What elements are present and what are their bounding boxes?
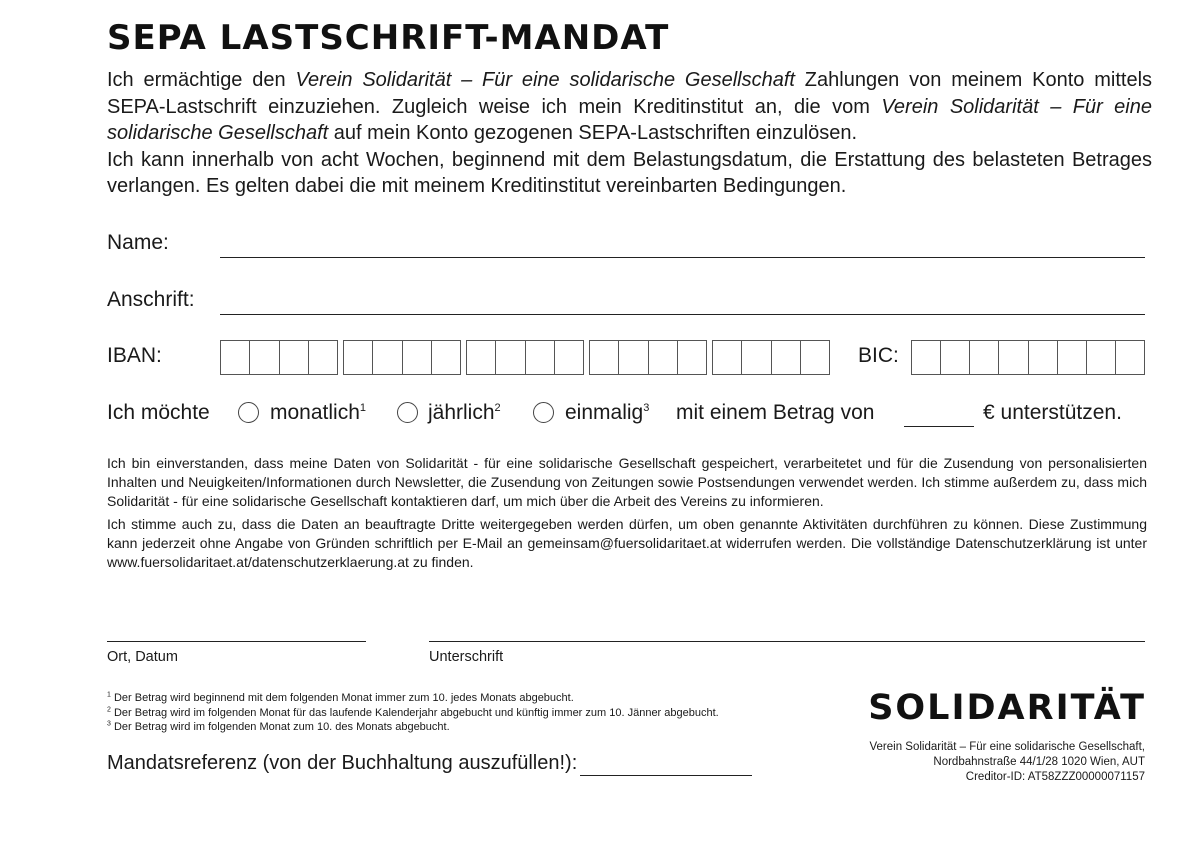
org-line-1: Verein Solidarität – Für eine solidarische Gesellschaft, bbox=[869, 741, 1145, 753]
mandate-ref-field[interactable] bbox=[580, 775, 752, 776]
consent-paragraph-1: Ich bin einverstanden, dass meine Daten von Solidarität - für eine solidarische Gesellschaft gespeichert, verarbeitetet und für die Zusendung von personalisierten Inhalten und Neuigkeiten/Informationen durch Newsletter, die Zusendung von Zeitungen sowie Postsendungen verwendet werden. Ich stimme außerdem zu, dass mich Solidarität - für eine solidarische Gesellschaft kontaktieren darf, um mich über die Arbeit des Vereins zu informieren. bbox=[107, 455, 1147, 509]
footnote-text: Der Betrag wird im folgenden Monat für das laufende Kalenderjahr abgebucht und künftig immer zum 10. Jänner abgebucht. bbox=[113, 706, 719, 719]
radio-monthly[interactable] bbox=[238, 402, 259, 423]
text-segment: Ich ermächtige den bbox=[107, 69, 296, 91]
yearly-text: jährlich bbox=[428, 401, 495, 424]
org-name: Verein Solidarität – Für eine solidarische Gesellschaft bbox=[295, 69, 795, 91]
radio-yearly[interactable] bbox=[397, 402, 418, 423]
footnote-1 bbox=[107, 691, 719, 706]
once-label bbox=[565, 401, 649, 425]
footnote-3 bbox=[107, 720, 719, 735]
once-text: einmalig bbox=[565, 401, 644, 424]
iban-group-5[interactable] bbox=[712, 340, 830, 375]
org-creditor-id: Creditor-ID: AT58ZZZ00000071157 bbox=[965, 771, 1145, 783]
name-label: Name: bbox=[107, 231, 169, 254]
footnote-text: Der Betrag wird beginnend mit dem folgenden Monat immer zum 10. jedes Monats abgebucht. bbox=[113, 692, 574, 704]
bic-label: BIC: bbox=[858, 344, 899, 367]
page-title: SEPA LASTSCHRIFT-MANDAT bbox=[107, 18, 670, 58]
amount-field[interactable] bbox=[904, 426, 974, 427]
signature-field[interactable] bbox=[429, 641, 1145, 642]
org-info bbox=[869, 740, 1145, 785]
footnote-num: 3 bbox=[107, 720, 111, 728]
footnotes bbox=[107, 691, 719, 735]
address-field[interactable] bbox=[220, 314, 1145, 315]
mandate-paragraph-1 bbox=[107, 67, 1152, 147]
name-field[interactable] bbox=[220, 257, 1145, 258]
amount-label: mit einem Betrag von bbox=[676, 401, 875, 424]
solidaritaet-logo: SOLIDARITÄT bbox=[868, 688, 1146, 728]
footnote-ref: 1 bbox=[359, 402, 367, 414]
signature-label: Unterschrift bbox=[429, 649, 504, 665]
iban-group-4[interactable] bbox=[589, 340, 707, 375]
org-name: Verein Solidarität – Für eine solidarische Gesellschaft bbox=[107, 95, 1152, 144]
consent-paragraph-2: Ich stimme auch zu, dass die Daten an beauftragte Dritte weitergegeben werden dürfen, um oben genannte Aktivitäten durchführen zu können. Diese Zustimmung kann jederzeit ohne Angabe von Gründen schriftlich per E-Mail an gemeinsam@fuersolidaritaet.at widerrufen werden. Die vollständige Datenschutzerklärung ist unter www.fuersolidaritaet.at/datenschutzerklaerung.at zu finden. bbox=[107, 516, 1147, 570]
mandate-text bbox=[107, 67, 1152, 200]
payment-prefix: Ich möchte bbox=[107, 401, 210, 424]
text-segment: Zahlungen von meinem Konto mittels SEPA-Lastschrift einzuziehen. Zugleich weise ich mein Kreditinstitut an, die vom bbox=[107, 69, 1153, 118]
address-label: Anschrift: bbox=[107, 288, 195, 311]
mandate-paragraph-2: Ich kann innerhalb von acht Wochen, beginnend mit dem Belastungsdatum, die Erstattung des belasteten Betrages verlangen. Es gelten dabei die mit meinem Kreditinstitut vereinbarten Bedingungen. bbox=[107, 148, 1152, 197]
bic-field[interactable] bbox=[911, 340, 1145, 375]
yearly-label bbox=[428, 401, 501, 425]
place-date-field[interactable] bbox=[107, 641, 366, 642]
iban-label: IBAN: bbox=[107, 344, 162, 367]
footnote-num: 1 bbox=[107, 691, 111, 699]
iban-group-2[interactable] bbox=[343, 340, 461, 375]
place-date-label: Ort, Datum bbox=[107, 649, 178, 665]
footnote-ref: 3 bbox=[643, 402, 650, 414]
amount-suffix: € unterstützen. bbox=[983, 401, 1122, 424]
monthly-text: monatlich bbox=[270, 401, 360, 424]
iban-group-3[interactable] bbox=[466, 340, 584, 375]
footnote-num: 2 bbox=[107, 705, 111, 713]
iban-group-1[interactable] bbox=[220, 340, 338, 375]
radio-once[interactable] bbox=[533, 402, 554, 423]
footnote-ref: 2 bbox=[494, 402, 501, 414]
mandate-ref-label: Mandatsreferenz (von der Buchhaltung auszufüllen!): bbox=[107, 752, 578, 774]
footnote-2 bbox=[107, 706, 719, 721]
monthly-label bbox=[270, 401, 366, 425]
footnote-text: Der Betrag wird im folgenden Monat zum 10. des Monats abgebucht. bbox=[113, 721, 450, 733]
text-segment: auf mein Konto gezogenen SEPA-Lastschriften einzulösen. bbox=[328, 122, 858, 144]
org-line-2: Nordbahnstraße 44/1/28 1020 Wien, AUT bbox=[933, 756, 1145, 768]
